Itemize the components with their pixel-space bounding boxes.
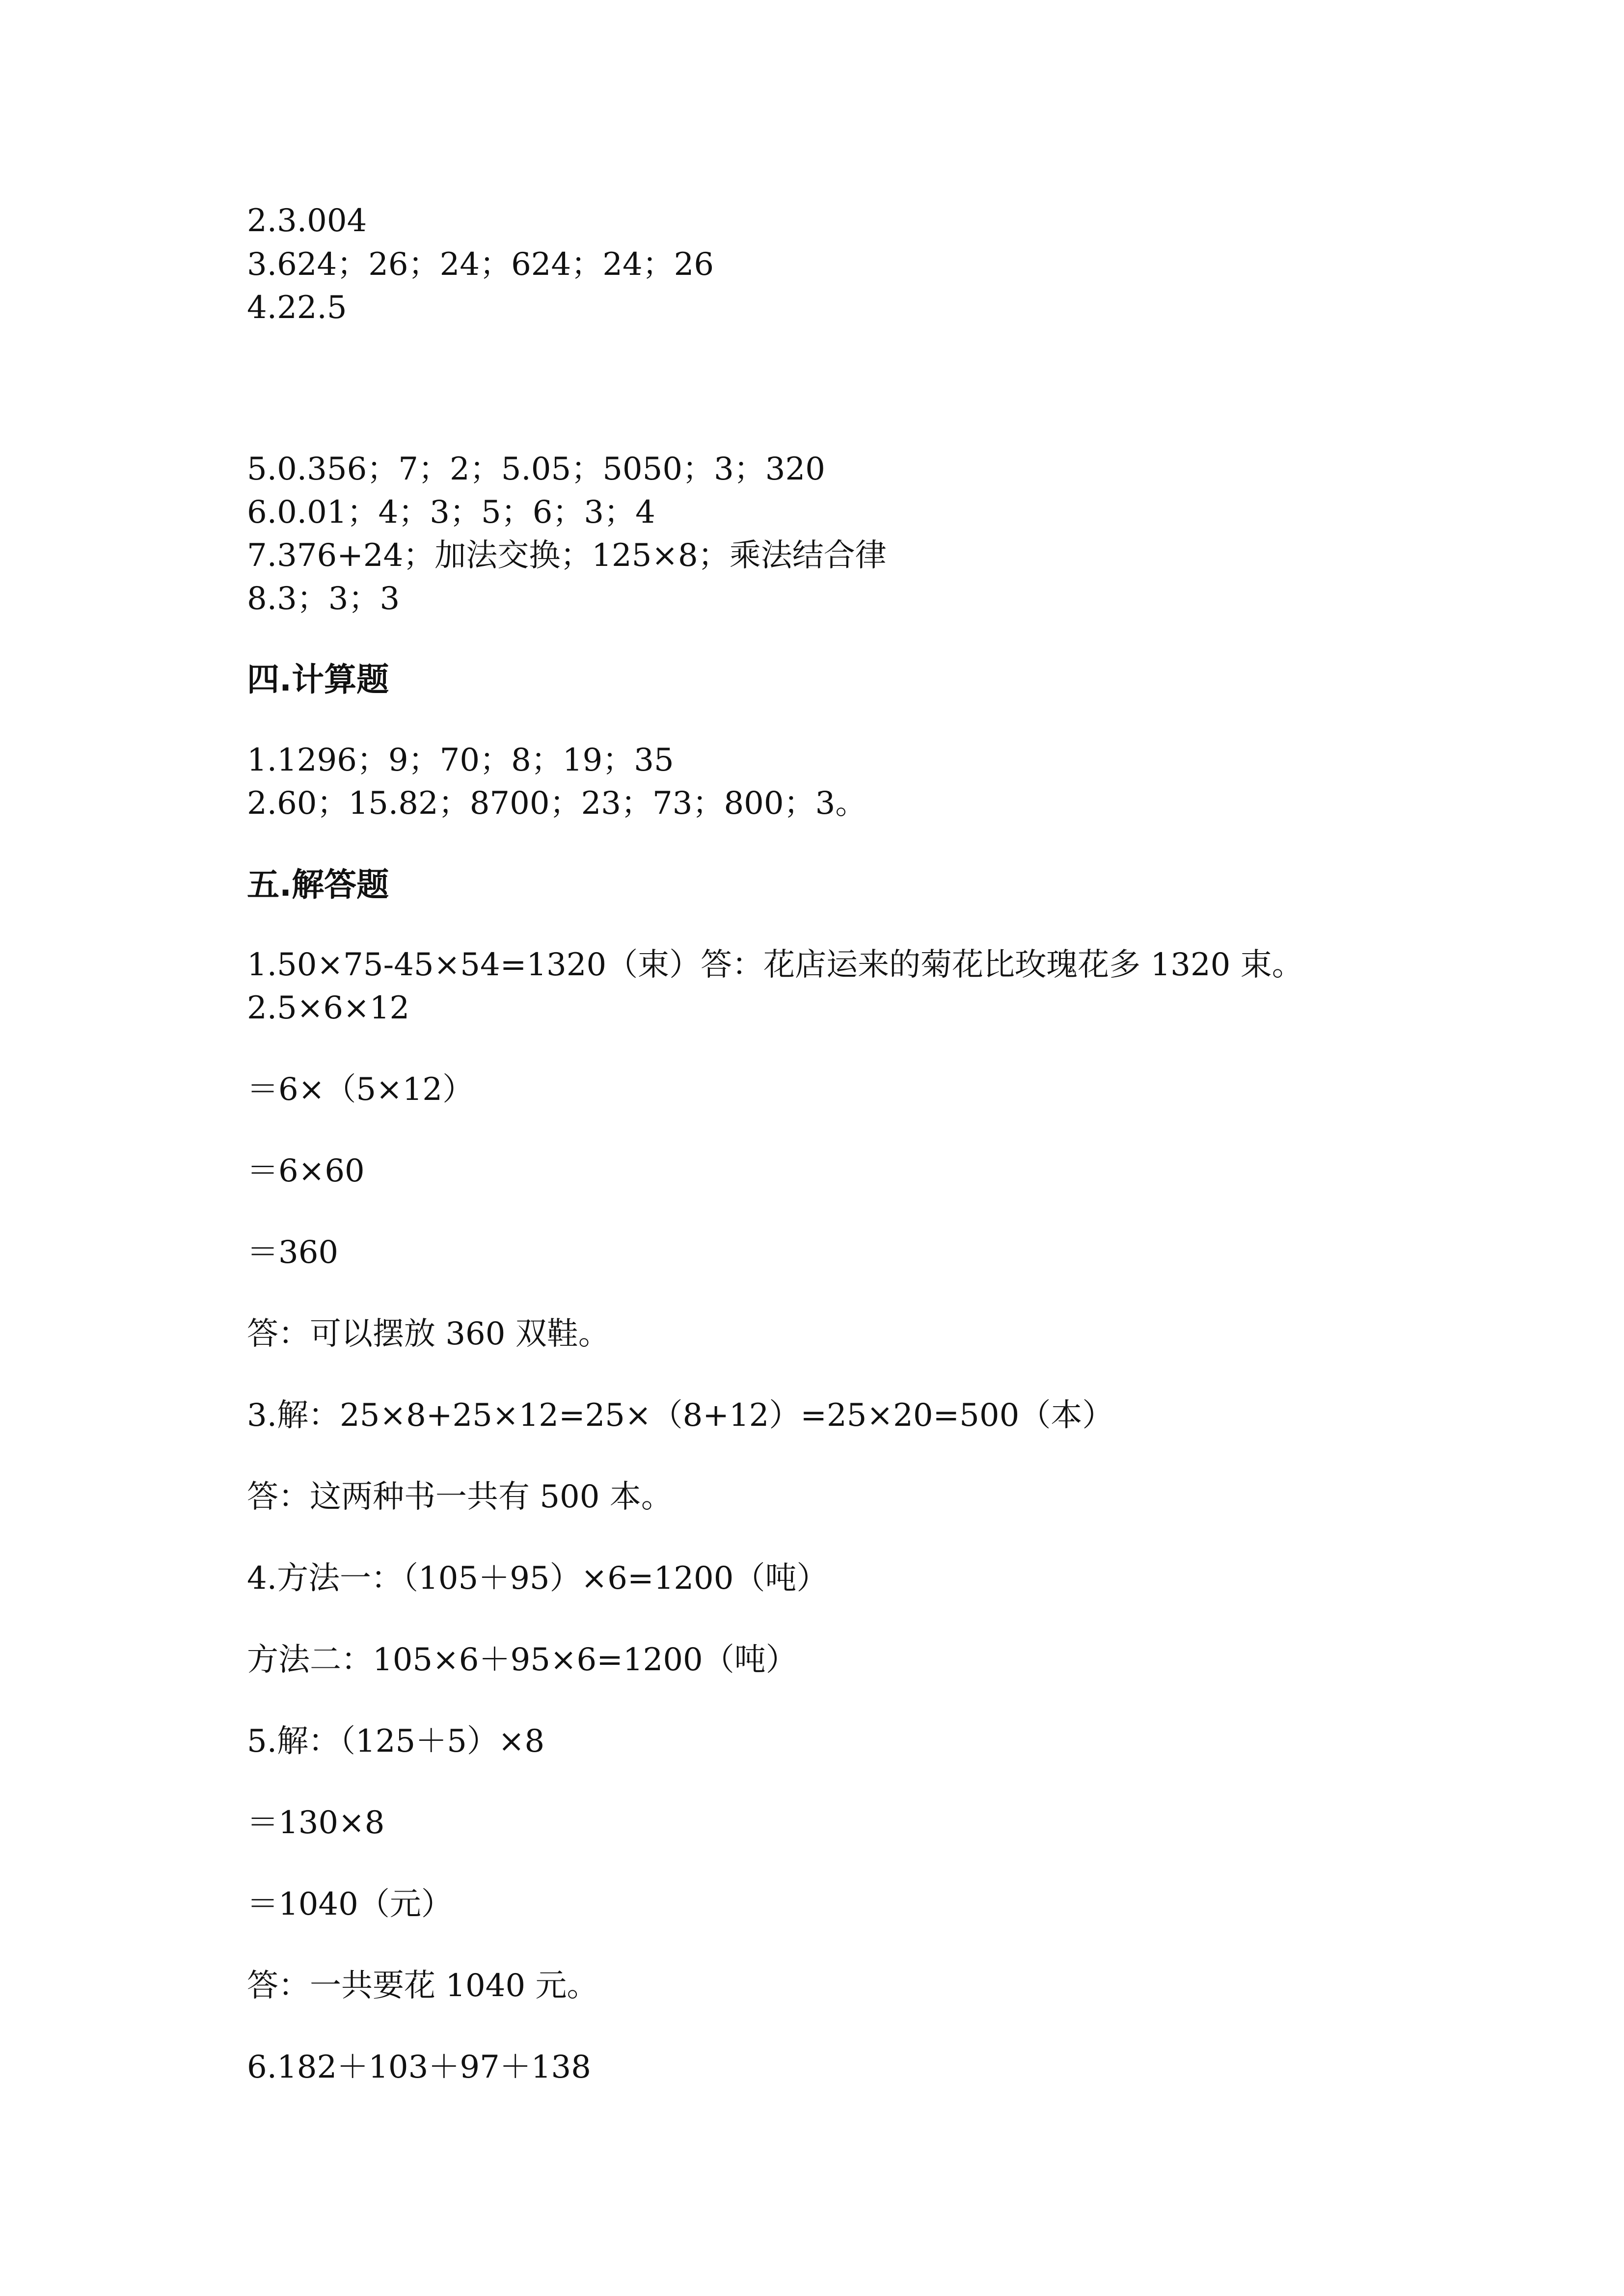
answer-3-7: 7.376+24；加法交换；125×8；乘法结合律 bbox=[247, 537, 887, 574]
answer-5-5-answer: 答：一共要花 1040 元。 bbox=[247, 1968, 598, 2004]
answer-5-5-line1: 5.解：（125＋5）×8 bbox=[247, 1723, 545, 1760]
answer-3-2: 2.3.004 bbox=[247, 203, 367, 239]
answer-5-2-line4: ＝360 bbox=[247, 1234, 339, 1271]
section-4-heading: 四.计算题 bbox=[247, 661, 389, 698]
answer-4-1: 1.1296；9；70；8；19；35 bbox=[247, 742, 674, 778]
answer-3-3: 3.624；26；24；624；24；26 bbox=[247, 246, 714, 283]
answer-5-3-line1: 3.解：25×8+25×12=25×（8+12）=25×20=500（本） bbox=[247, 1397, 1114, 1434]
answer-5-3-answer: 答：这两种书一共有 500 本。 bbox=[247, 1479, 673, 1515]
answer-3-6: 6.0.01；4；3；5；6；3；4 bbox=[247, 494, 655, 531]
answer-5-4-line2: 方法二：105×6＋95×6=1200（吨） bbox=[247, 1642, 797, 1678]
answer-5-6-line1: 6.182＋103＋97＋138 bbox=[247, 2049, 591, 2085]
answer-5-2-answer: 答：可以摆放 360 双鞋。 bbox=[247, 1316, 610, 1352]
answer-5-4-line1: 4.方法一：（105＋95）×6=1200（吨） bbox=[247, 1560, 828, 1597]
answer-5-2-line1: 2.5×6×12 bbox=[247, 990, 410, 1026]
answer-5-2-line2: ＝6×（5×12） bbox=[247, 1071, 474, 1108]
answer-5-2-line3: ＝6×60 bbox=[247, 1153, 365, 1189]
answer-3-4: 4.22.5 bbox=[247, 290, 347, 326]
answer-5-5-line3: ＝1040（元） bbox=[247, 1886, 453, 1922]
answer-4-2: 2.60；15.82；8700；23；73；800；3。 bbox=[247, 785, 867, 822]
answer-3-5: 5.0.356；7；2；5.05；5050；3；320 bbox=[247, 451, 825, 487]
section-5-heading: 五.解答题 bbox=[247, 866, 389, 904]
answer-5-5-line2: ＝130×8 bbox=[247, 1805, 385, 1841]
answer-3-8: 8.3；3；3 bbox=[247, 581, 400, 617]
answer-5-1: 1.50×75-45×54=1320（束）答：花店运来的菊花比玫瑰花多 1320 束。 bbox=[247, 947, 1303, 983]
